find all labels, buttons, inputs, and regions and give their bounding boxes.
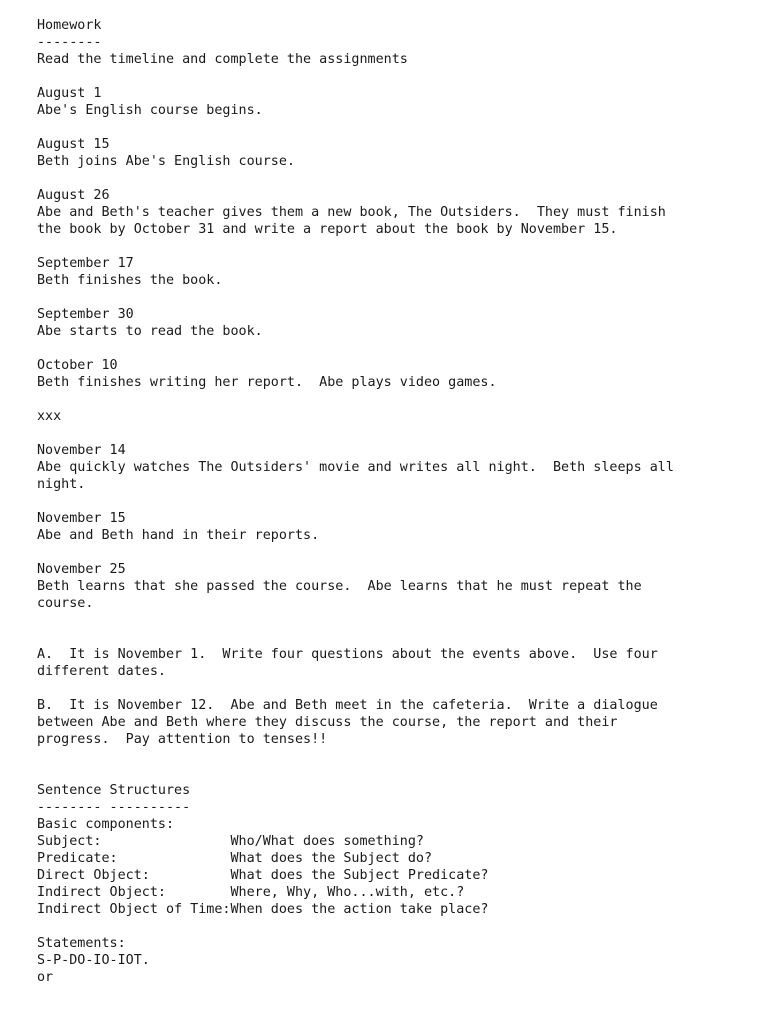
document-line: Homework [37, 18, 102, 33]
document-line: between Abe and Beth where they discuss the course, the report and their [37, 715, 618, 730]
document-line: August 15 [37, 137, 110, 152]
document-line: Basic components: [37, 817, 175, 832]
document-line [37, 119, 757, 136]
document-line: A. It is November 1. Write four questions about the events above. Use four [37, 647, 658, 662]
document-line: Beth joins Abe's English course. [37, 154, 295, 169]
document-line: Read the timeline and complete the assignments [37, 52, 408, 67]
document-line: the book by October 31 and write a report about the book by November 15. [37, 222, 618, 237]
document-line [37, 748, 757, 765]
document-line: November 14 [37, 443, 126, 458]
document-line: November 15 [37, 511, 126, 526]
document-line: Beth finishes writing her report. Abe plays video games. [37, 375, 497, 390]
document-line: September 17 [37, 256, 134, 271]
document-line: Subject: Who/What does something? [37, 834, 424, 849]
document-line [37, 340, 757, 357]
document-line: November 25 [37, 562, 126, 577]
document-line [37, 289, 757, 306]
document-line: -------- [37, 35, 102, 50]
document-line: S-P-DO-IO-IOT. [37, 953, 150, 968]
document-line: different dates. [37, 664, 166, 679]
document-line: Direct Object: What does the Subject Predicate? [37, 868, 489, 883]
document-line: Abe starts to read the book. [37, 324, 263, 339]
document-line: progress. Pay attention to tenses!! [37, 732, 328, 747]
document-line [37, 170, 757, 187]
document-line: August 1 [37, 86, 102, 101]
document-line [37, 391, 757, 408]
document-line [37, 918, 757, 935]
document-line: Sentence Structures [37, 783, 191, 798]
document-line: September 30 [37, 307, 134, 322]
document-line: Abe and Beth's teacher gives them a new book, The Outsiders. They must finish [37, 205, 666, 220]
document-line: Abe quickly watches The Outsiders' movie and writes all night. Beth sleeps all [37, 460, 674, 475]
document-line: Statements: [37, 936, 126, 951]
document-line [37, 425, 757, 442]
document-line [37, 544, 757, 561]
document-line: Abe's English course begins. [37, 103, 263, 118]
document-line [37, 493, 757, 510]
document-line: night. [37, 477, 86, 492]
document-line [37, 238, 757, 255]
document-line: or [37, 970, 54, 985]
document-line: August 26 [37, 188, 110, 203]
document-line: Abe and Beth hand in their reports. [37, 528, 320, 543]
document-line: B. It is November 12. Abe and Beth meet in the cafeteria. Write a dialogue [37, 698, 658, 713]
document-line [37, 68, 757, 85]
document-line [37, 612, 757, 629]
document-line: xxx [37, 409, 62, 424]
document-line [37, 629, 757, 646]
document-line [37, 680, 757, 697]
document-line: October 10 [37, 358, 118, 373]
document-line: Indirect Object of Time:When does the action take place? [37, 902, 489, 917]
document-line: Beth learns that she passed the course. Abe learns that he must repeat the [37, 579, 642, 594]
document-line: course. [37, 596, 94, 611]
document-line: Indirect Object: Where, Why, Who...with, etc.? [37, 885, 465, 900]
document-body [37, 17, 757, 986]
document-line [37, 765, 757, 782]
document-line: Beth finishes the book. [37, 273, 223, 288]
document-line: Predicate: What does the Subject do? [37, 851, 433, 866]
document-line: -------- ---------- [37, 800, 191, 815]
